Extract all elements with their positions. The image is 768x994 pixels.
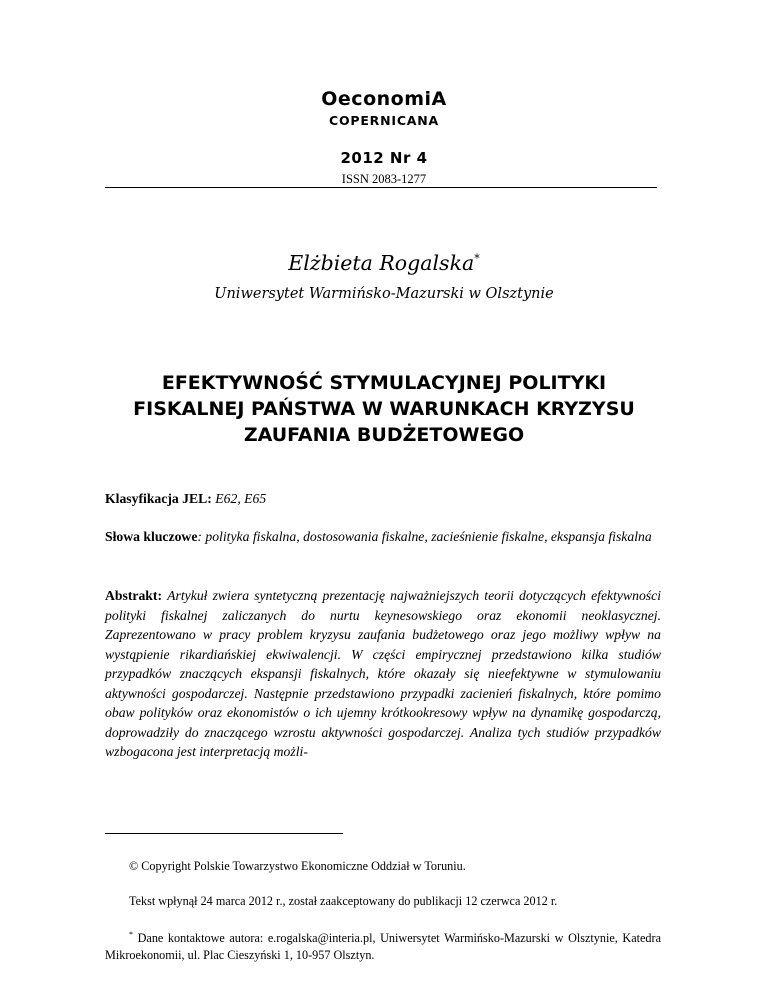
footnote-received: Tekst wpłynął 24 marca 2012 r., został zaakceptowany do publikacji 12 czerwca 2012 r. <box>129 894 558 908</box>
footnote-contact-text: Dane kontaktowe autora: e.rogalska@interia.pl, Uniwersytet Warmińsko-Mazurski w Olsztynie, Katedra Mikroekonomii, ul. Plac Cieszyński 1, 10-957 Olsztyn. <box>105 931 661 963</box>
keywords <box>105 527 661 547</box>
footnote-copyright: © Copyright Polskie Towarzystwo Ekonomiczne Oddział w Toruniu. <box>129 859 466 873</box>
footnote-rule <box>105 833 343 834</box>
journal-subtitle: COPERNICANA <box>328 113 440 128</box>
jel-classification <box>105 489 661 509</box>
article-title <box>0 370 768 448</box>
jel-value: E62, E65 <box>215 491 267 506</box>
abstract-label: Abstrakt: <box>105 588 163 603</box>
author-line <box>0 251 768 275</box>
title-line: ZAUFANIA BUDŻETOWEGO <box>243 424 525 446</box>
author-affiliation: Uniwersytet Warmińsko-Mazurski w Olsztynie <box>214 286 554 302</box>
jel-label: Klasyfikacja JEL: <box>105 491 212 506</box>
keywords-value: : polityka fiskalna, dostosowania fiskalne, zacieśnienie fiskalne, ekspansja fiskalna <box>197 529 652 544</box>
footnote-contact-marker: * <box>129 930 133 939</box>
author-footnote-marker: * <box>474 252 480 266</box>
title-line: EFEKTYWNOŚĆ STYMULACYJNEJ POLITYKI <box>161 372 607 394</box>
journal-issue: 2012 Nr 4 <box>340 149 428 167</box>
header-rule <box>105 187 657 188</box>
abstract <box>105 586 661 762</box>
title-line: FISKALNEJ PAŃSTWA W WARUNKACH KRYZYSU <box>133 398 635 420</box>
author-name: Elżbieta Rogalska <box>288 251 475 275</box>
keywords-label: Słowa kluczowe <box>105 529 198 544</box>
footnote-contact <box>105 926 661 964</box>
abstract-text: Artykuł zwiera syntetyczną prezentację najważniejszych teorii dotyczących efektywności polityki fiskalnej zaliczanych do nurtu keynesowskiego oraz ekonomii neoklasycznej. Zaprezentowano w pracy problem kryzysu zaufania budżetowego oraz jego możliwy wpływ na wystąpienie rikardiańskiej ekwiwalencji. W części empirycznej przedstawiono kilka studiów przypadków znaczących ekspansji fiskalnych, które okazały się nieefektywne w stymulowaniu aktywności gospodarczej. Następnie przedstawiono przypadki zacienień fiskalnych, które pomimo obaw polityków oraz ekonomistów o ich ujemny krótkookresowy wpływ na dynamikę gospodarczą, doprowadziły do znaczącego wzrostu aktywności gospodarczej. Analiza tych studiów przypadków wzbogacona jest interpretacją możli- <box>105 588 662 759</box>
journal-name: OeconomiA <box>321 88 447 110</box>
journal-issn: ISSN 2083-1277 <box>341 172 427 186</box>
